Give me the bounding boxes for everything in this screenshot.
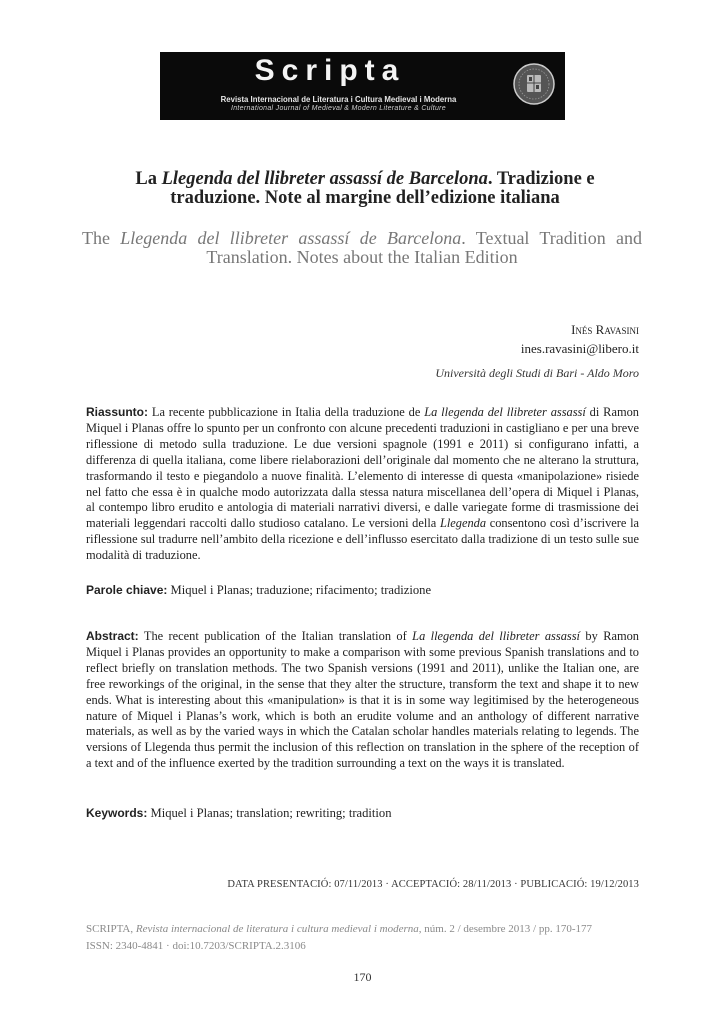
title-work-name: Llegenda del llibreter assassí de Barcelona (161, 169, 488, 189)
riassunto-paragraph: Riassunto: La recente pubblicazione in Italia della traduzione de La llegenda del llibreter assassí di Ramon Miquel i Planas offre lo spunto per un confronto con alcune precedenti traduzioni in castigliano e per una breve riflessione di metodo sulla traduzione. Le due versioni spagnole (1991 e 2011) si configurano infatti, a differenza di quella italiana, come libere rielaborazioni dell’originale dal momento che ne alterano la struttura, trasformando il testo e piegandolo a nuove finalità. L’elemento di interesse di questa «manipolazione» risiede nel fatto che essa è in qualche modo autorizzata dalla stessa natura miscellanea dell’opera di Miquel i Planas, al contempo libro erudito e antologia di materiali narrativi diversi, e dalle variegate forme di trasmissione dei materiali leggendari raccolti dallo studioso catalano. Le versioni della Llegenda consentono così d’iscrivere la riflessione sul tradurre nell’ambito della ricezione e dell’influsso esercitato dalla tradizione di un testo sulle sue modalità di traduzione. (86, 405, 640, 563)
author-block (435, 322, 639, 381)
journal-subtitle: Revista Internacional de Literatura i Cultura Medieval i Moderna (220, 95, 457, 104)
journal-banner (160, 52, 565, 120)
parole-chiave-label: Parole chiave: (86, 583, 168, 597)
university-seal-icon (512, 62, 556, 106)
author-name: Inés Ravasini (571, 322, 639, 337)
journal-subtitle-english: International Journal of Medieval & Modern Literature & Culture (230, 105, 446, 112)
abstract-label: Abstract: (86, 629, 139, 643)
author-affiliation: Università degli Studi di Bari - Aldo Moro (435, 366, 639, 380)
abstract-paragraph: Abstract: The recent publication of the Italian translation of La llegenda del llibreter assassí by Ramon Miquel i Planas provides an opportunity to make a comparison with some previous Spanish translations and to reflect briefly on translation methods. The two Spanish versions (1991 and 2011), unlike the Italian one, are free reworkings of the original, in the sense that they alter the structure, transform the text and shape it to new ends. What is interesting about this «manipulation» is that it is in some way legitimised by the heterogeneous nature of Miquel i Planas’s work, which is both an erudite volume and an anthology of different narrative materials, as well as by the varied ways in which the Catalan scholar handles materials relating to legends. The versions of Llegenda thus permit the inclusion of this reflection on translation in the sphere of the reception of a text and of the influence exerted by the tradition surrounding a text on the ways it is translated. (86, 629, 639, 771)
journal-title: Scripta (254, 54, 406, 87)
submission-dates: DATA PRESENTACIÓ: 07/11/2013 · ACCEPTACIÓ: 28/11/2013 · PUBLICACIÓ: 19/12/2013 (227, 879, 639, 890)
riassunto-label: Riassunto: (86, 405, 149, 419)
article-title-italian: La Llegenda del llibreter assassí de Barcelona. Tradizione e traduzione. Note al margine dell’edizione italiana (135, 169, 595, 208)
keywords-label: Keywords: (86, 806, 148, 820)
author-email: ines.ravasini@libero.it (520, 341, 639, 356)
title-work-name-english: Llegenda del llibreter assassí de Barcelona (120, 228, 462, 248)
page-number: 170 (353, 970, 372, 984)
keywords-line: Keywords: Miquel i Planas; translation; rewriting; tradition (86, 806, 392, 820)
citation-footer (86, 921, 646, 955)
citation-issn-doi: ISSN: 2340-4841 · doi:10.7203/SCRIPTA.2.3106 (86, 940, 306, 952)
parole-chiave-line: Parole chiave: Miquel i Planas; traduzione; rifacimento; tradizione (86, 583, 432, 597)
article-title-english: The Llegenda del llibreter assassí de Barcelona. Textual Tradition and Translation. Notes about the Italian Edition (82, 228, 642, 267)
citation-journal-line: SCRIPTA, Revista internacional de literatura i cultura medieval i moderna, núm. 2 / desembre 2013 / pp. 170-177 (86, 923, 592, 935)
